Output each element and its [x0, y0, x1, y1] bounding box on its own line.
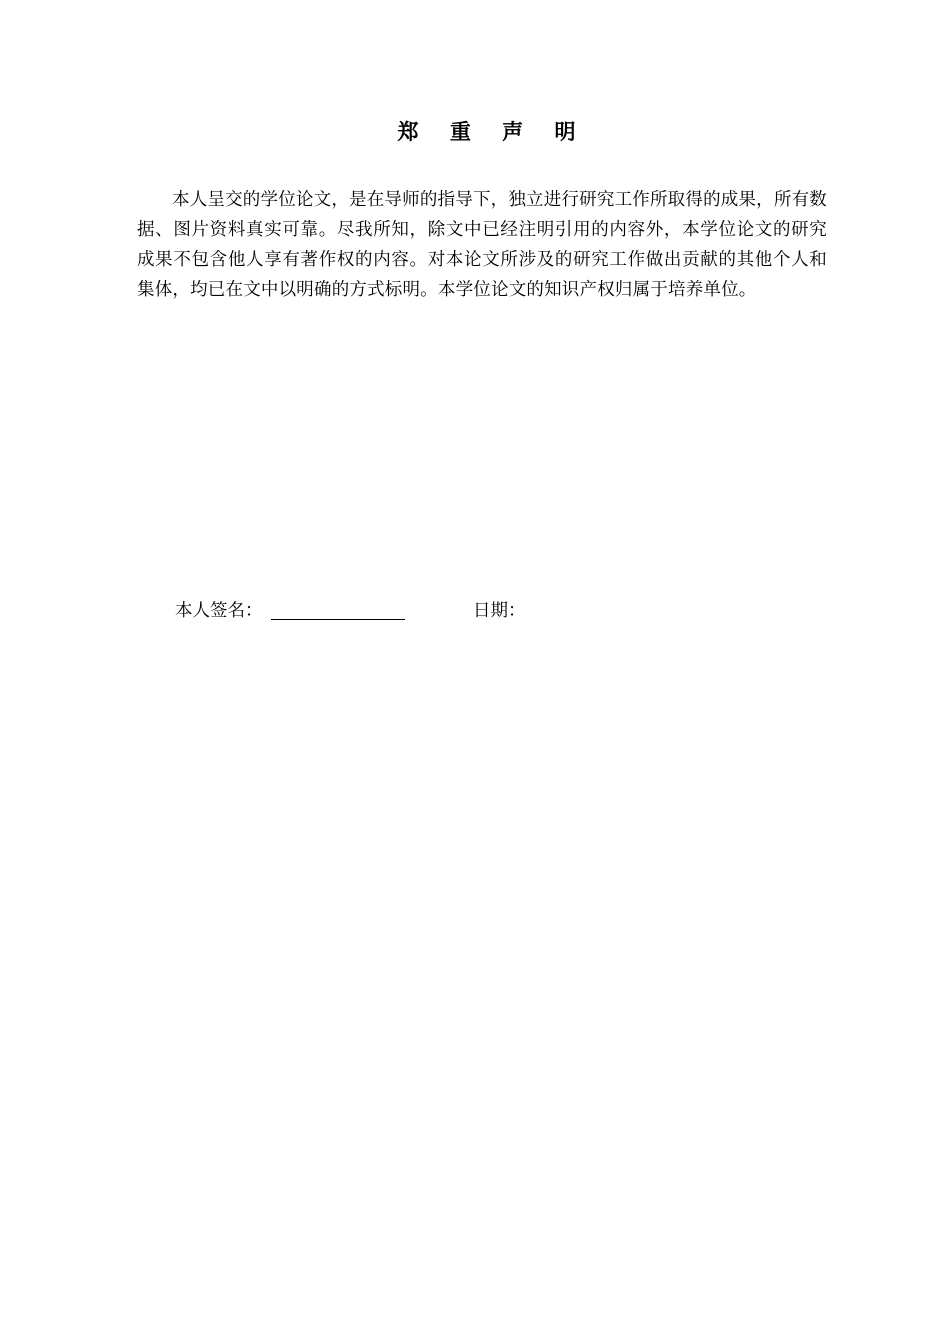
date-label: 日期： — [473, 601, 526, 621]
page-title: 郑 重 声 明 — [397, 120, 588, 144]
signature-row — [175, 596, 775, 626]
signature-line — [271, 619, 405, 620]
declaration-paragraph: 本人呈交的学位论文，是在导师的指导下，独立进行研究工作所取得的成果，所有数据、图片资料真实可靠。尽我所知，除文中已经注明引用的内容外，本学位论文的研究成果不包含他人享有著作权的内容。对本论文所涉及的研究工作做出贡献的其他个人和集体，均已在文中以明确的方式标明。本学位论文的知识产权归属于培养单位。 — [137, 190, 827, 300]
signature-label: 本人签名： — [175, 601, 263, 621]
